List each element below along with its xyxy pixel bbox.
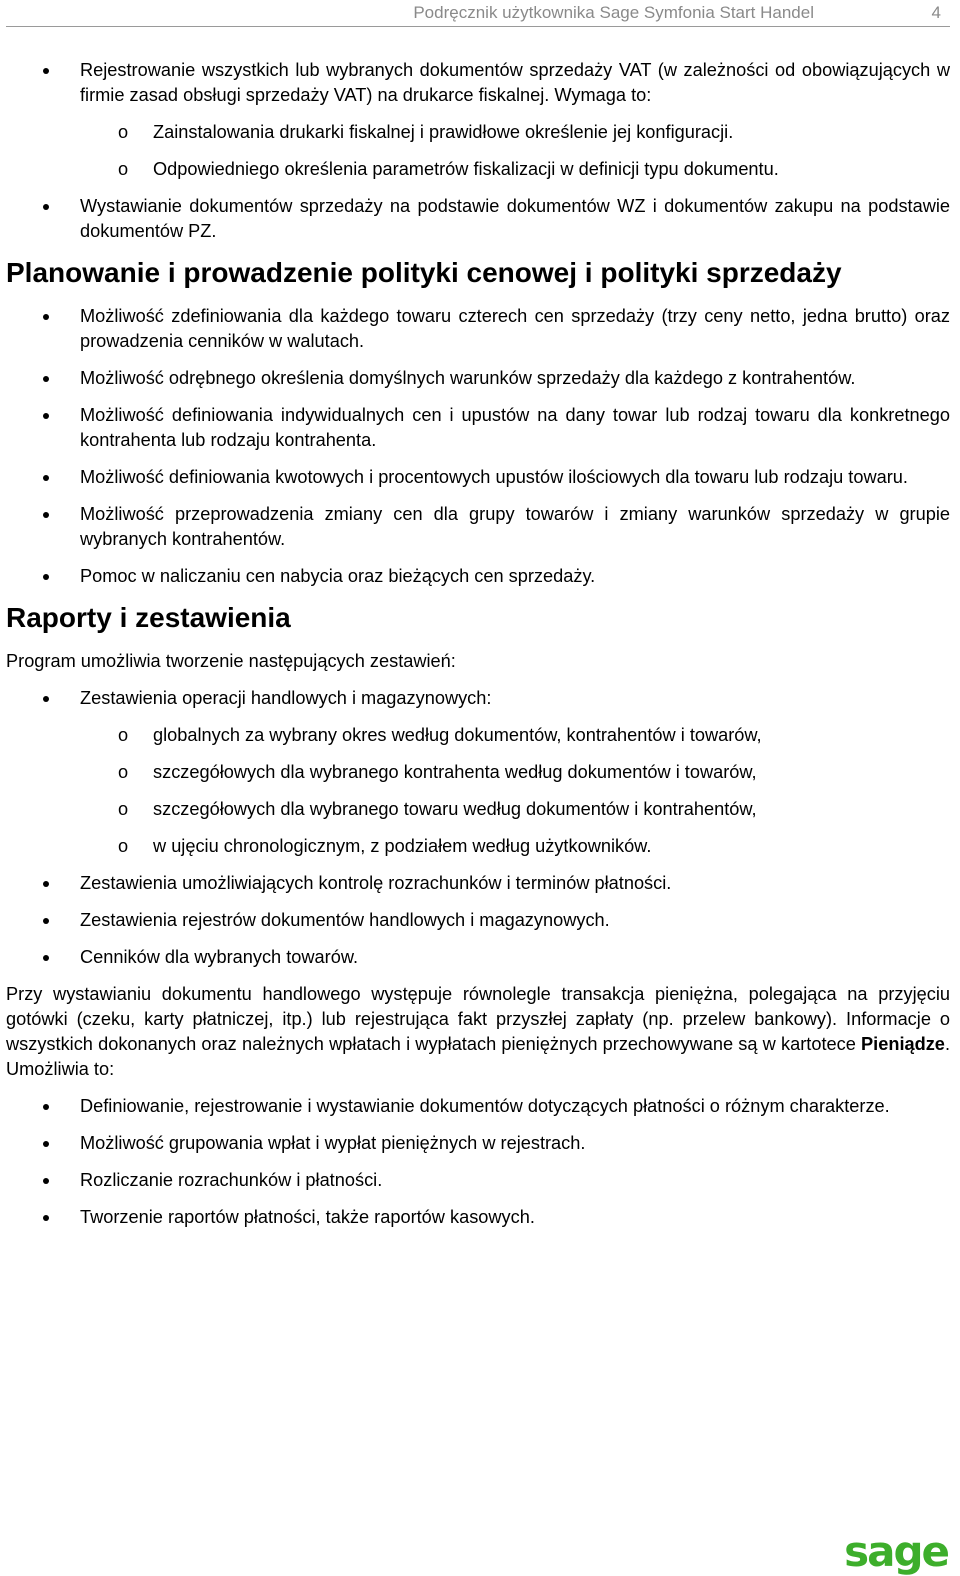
sub-list-item (6, 834, 950, 859)
list-item-text: Rejestrowanie wszystkich lub wybranych dokumentów sprzedaży VAT (w zależności od obowiązujących w firmie zasad obsługi sprzedaży VAT) na drukarce fiskalnej. Wymaga to: (80, 60, 950, 105)
sub-bullet-icon: o (118, 122, 129, 142)
list-item (6, 871, 950, 896)
list-item-text: Zestawienia umożliwiających kontrolę rozrachunków i terminów płatności. (80, 873, 672, 893)
sub-bullet-icon: o (118, 725, 129, 745)
sub-bullet-icon: o (118, 799, 129, 819)
bullet-icon (43, 475, 49, 481)
list-item (6, 945, 950, 970)
section-title-reports: Raporty i zestawienia (6, 602, 291, 633)
bullet-icon (43, 955, 49, 961)
list-item-text: Możliwość grupowania wpłat i wypłat pieniężnych w rejestrach. (80, 1133, 586, 1153)
list-item (6, 194, 950, 244)
list-item-text: Definiowanie, rejestrowanie i wystawianie dokumentów dotyczących płatności o różnym charakterze. (80, 1096, 890, 1116)
list-item-text: Cenników dla wybranych towarów. (80, 947, 358, 967)
list-item (6, 1094, 950, 1119)
reports-intro: Program umożliwia tworzenie następujących zestawień: (6, 651, 456, 671)
list-item-text: Możliwość przeprowadzenia zmiany cen dla grupy towarów i zmiany warunków sprzedaży w grupie wybranych kontrahentów. (80, 504, 950, 549)
list-item (6, 564, 950, 589)
sub-bullet-icon: o (118, 762, 129, 782)
sub-list-item (6, 157, 950, 182)
sub-list-item-text: szczegółowych dla wybranego towaru według dokumentów i kontrahentów, (153, 799, 757, 819)
page-header (6, 0, 950, 27)
sub-bullet-icon: o (118, 836, 129, 856)
bullet-icon (43, 1215, 49, 1221)
sub-list-item-text: Zainstalowania drukarki fiskalnej i prawidłowe określenie jej konfiguracji. (153, 122, 734, 142)
money-paragraph-end: . Umożliwia to: (6, 1034, 950, 1079)
bullet-icon (43, 204, 49, 210)
bullet-icon (43, 1178, 49, 1184)
header-title: Podręcznik użytkownika Sage Symfonia Start Handel (413, 3, 814, 22)
sub-list-item (6, 797, 950, 822)
money-paragraph-text: Przy wystawianiu dokumentu handlowego występuje równolegle transakcja pieniężna, polegająca na przyjęciu gotówki (czeku, karty płatniczej, itp.) lub rejestrująca fakt przyszłej zapłaty (np. przelew bankowy). Informacje o wszystkich dokonanych oraz należnych wpłatach i wypłatach pieniężnych przechowywane są w kartotece (6, 984, 950, 1054)
document-body (6, 58, 950, 1242)
bullet-icon (43, 1141, 49, 1147)
list-item (6, 1131, 950, 1156)
list-item (6, 1205, 950, 1230)
list-item (6, 403, 950, 453)
bullet-icon (43, 68, 49, 74)
list-item-text: Wystawianie dokumentów sprzedaży na podstawie dokumentów WZ i dokumentów zakupu na podstawie dokumentów PZ. (80, 196, 950, 241)
list-item-text: Możliwość zdefiniowania dla każdego towaru czterech cen sprzedaży (trzy ceny netto, jedna brutto) oraz prowadzenia cenników w walutach. (80, 306, 950, 351)
list-item (6, 465, 950, 490)
bullet-icon (43, 413, 49, 419)
list-item-text: Możliwość odrębnego określenia domyślnych warunków sprzedaży dla każdego z kontrahentów. (80, 368, 856, 388)
bullet-icon (43, 881, 49, 887)
intro-list (6, 58, 950, 244)
list-item (6, 1168, 950, 1193)
sub-bullet-icon: o (118, 159, 129, 179)
sub-list-item-text: Odpowiedniego określenia parametrów fiskalizacji w definicji typu dokumentu. (153, 159, 779, 179)
bullet-icon (43, 696, 49, 702)
sub-list-item (6, 723, 950, 748)
bullet-icon (43, 1104, 49, 1110)
list-item-text: Pomoc w naliczaniu cen nabycia oraz bieżących cen sprzedaży. (80, 566, 596, 586)
page-number: 4 (931, 3, 941, 22)
list-item (6, 502, 950, 552)
list-item (6, 58, 950, 182)
list-item-text: Zestawienia rejestrów dokumentów handlowych i magazynowych. (80, 910, 610, 930)
bullet-icon (43, 376, 49, 382)
bullet-icon (43, 512, 49, 518)
money-list (6, 1094, 950, 1230)
sub-list-item-text: szczegółowych dla wybranego kontrahenta według dokumentów i towarów, (153, 762, 757, 782)
list-item (6, 686, 950, 859)
list-item-text: Rozliczanie rozrachunków i płatności. (80, 1170, 383, 1190)
money-paragraph-bold: Pieniądze (861, 1034, 945, 1054)
sage-logo: sage (844, 1527, 948, 1576)
list-item-text: Tworzenie raportów płatności, także raportów kasowych. (80, 1207, 535, 1227)
reports-list (6, 686, 950, 970)
sub-list-item (6, 760, 950, 785)
money-paragraph (6, 982, 950, 1082)
list-item (6, 366, 950, 391)
sub-list-item-text: globalnych za wybrany okres według dokumentów, kontrahentów i towarów, (153, 725, 762, 745)
sub-list (6, 120, 950, 182)
list-item-text: Możliwość definiowania indywidualnych cen i upustów na dany towar lub rodzaj towaru dla konkretnego kontrahenta lub rodzaju kontrahenta. (80, 405, 950, 450)
pricing-list (6, 304, 950, 589)
bullet-icon (43, 314, 49, 320)
bullet-icon (43, 574, 49, 580)
list-item-text: Zestawienia operacji handlowych i magazynowych: (80, 688, 492, 708)
sub-list-item-text: w ujęciu chronologicznym, z podziałem według użytkowników. (153, 836, 652, 856)
list-item (6, 908, 950, 933)
sub-list-item (6, 120, 950, 145)
sub-list (6, 723, 950, 859)
section-title-pricing: Planowanie i prowadzenie polityki cenowej i polityki sprzedaży (6, 257, 842, 288)
list-item-text: Możliwość definiowania kwotowych i procentowych upustów ilościowych dla towaru lub rodzaju towaru. (80, 467, 908, 487)
bullet-icon (43, 918, 49, 924)
list-item (6, 304, 950, 354)
